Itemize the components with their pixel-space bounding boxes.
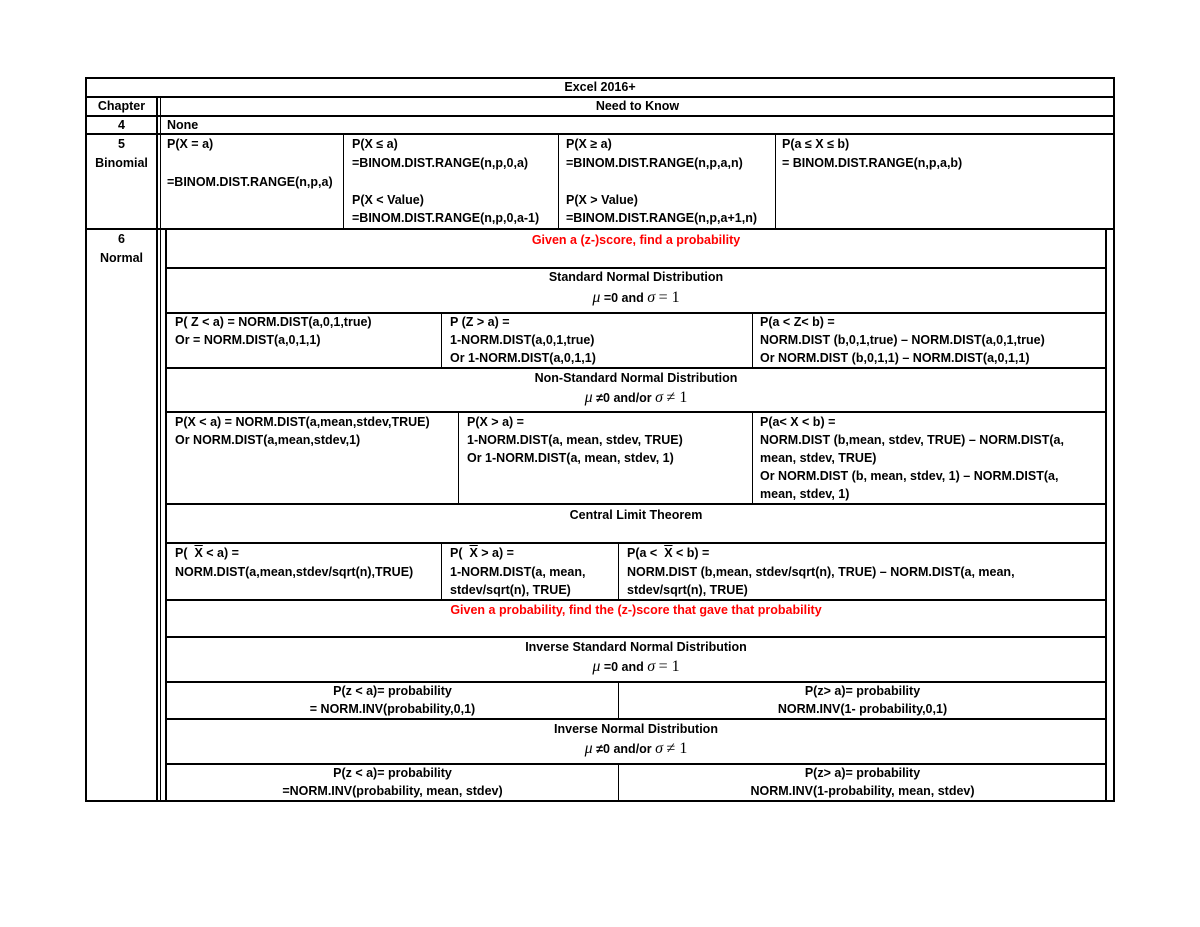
inverse-normal-title: Inverse Normal Distribution: [554, 722, 718, 736]
nonstd-column-divider: [752, 411, 753, 503]
table-bottom-border: [85, 800, 1115, 802]
clt-column-divider: [618, 542, 619, 599]
inv-lt-line1: P(z < a)= probability: [333, 766, 452, 780]
mu-symbol: μ: [584, 389, 593, 406]
chapter-4-content: None: [167, 118, 199, 132]
inv-lt-line2: =NORM.INV(probability, mean, stdev): [282, 784, 503, 798]
row-divider: [85, 115, 1115, 117]
binom-eq-prob: P(X = a): [167, 137, 214, 151]
binomial-column-divider: [775, 133, 776, 228]
binom-ge-prob: P(X ≥ a): [566, 137, 612, 151]
binom-between-formula: = BINOM.DIST.RANGE(n,p,a,b): [782, 156, 963, 170]
inverse-standard-params: μ =0 and σ = 1: [592, 658, 680, 675]
table-title: Excel 2016+: [564, 80, 636, 94]
clt-between-line1: $P(a < \overline{X} < b)$ =: [627, 546, 710, 560]
binomial-column-divider: [343, 133, 344, 228]
chapter-column-divider: [160, 96, 161, 802]
row-divider: [85, 228, 1115, 230]
x-bar: $\overline{X}$: [469, 546, 478, 560]
std-lt-line2: Or = NORM.DIST(a,0,1,1): [175, 333, 321, 347]
inv-column-divider: [618, 763, 619, 802]
nonstd-between-line5: mean, stdev, 1): [760, 487, 850, 501]
std-gt-line2: 1-NORM.DIST(a,0,1,true): [450, 333, 595, 347]
nonstd-column-divider: [458, 411, 459, 503]
clt-column-divider: [441, 542, 442, 599]
mu-symbol: μ: [592, 289, 601, 306]
chapter-5-name: Binomial: [95, 156, 148, 170]
chapter-6-name: Normal: [99, 251, 144, 265]
inv-std-column-divider: [618, 681, 619, 718]
nonstandard-normal-title: Non-Standard Normal Distribution: [534, 371, 738, 385]
table-left-border: [85, 77, 87, 802]
nonstd-between-line1: P(a< X < b) =: [760, 415, 836, 429]
sigma-symbol: σ: [655, 389, 664, 406]
std-gt-line1: P (Z > a) =: [450, 315, 510, 329]
chapter-header: Chapter: [97, 99, 146, 113]
binom-le-prob: P(X ≤ a): [352, 137, 398, 151]
chapter-6-number: 6: [118, 232, 125, 246]
chapter-column-divider: [156, 96, 158, 802]
std-lt-line1: P( Z < a) = NORM.DIST(a,0,1,true): [175, 315, 372, 329]
std-column-divider: [441, 312, 442, 367]
binom-eq-formula: =BINOM.DIST.RANGE(n,p,a): [167, 175, 333, 189]
clt-gt-line1: P( $\overline{X} > a$) =: [450, 546, 514, 560]
table-right-border: [1113, 77, 1115, 802]
given-probability-heading: Given a probability, find the (z-)score that gave that probability: [450, 603, 822, 617]
x-bar: $\overline{X}$: [664, 546, 673, 560]
nonstd-gt-line2: 1-NORM.DIST(a, mean, stdev, TRUE): [467, 433, 683, 447]
binomial-column-divider: [558, 133, 559, 228]
binom-lt-formula: =BINOM.DIST.RANGE(n,p,0,a-1): [352, 211, 540, 225]
std-gt-line3: Or 1-NORM.DIST(a,0,1,1): [450, 351, 596, 365]
inv-std-gt-line2: NORM.INV(1- probability,0,1): [777, 702, 948, 716]
clt-gt-line3: stdev/sqrt(n), TRUE): [450, 583, 571, 597]
mu-symbol: μ: [592, 658, 601, 675]
inverse-normal-params: μ ≠0 and/or σ ≠ 1: [584, 740, 688, 757]
std-column-divider: [752, 312, 753, 367]
need-to-know-header: Need to Know: [595, 99, 680, 113]
standard-normal-title: Standard Normal Distribution: [548, 270, 724, 284]
inv-std-lt-line1: P(z < a)= probability: [333, 684, 452, 698]
inverse-standard-title: Inverse Standard Normal Distribution: [525, 640, 747, 654]
clt-lt-line1: P( $\overline{X} < a$) =: [175, 546, 239, 560]
binom-ge-formula: =BINOM.DIST.RANGE(n,p,a,n): [566, 156, 743, 170]
chapter-4-number: 4: [118, 118, 125, 132]
binom-between-prob: P(a ≤ X ≤ b): [782, 137, 850, 151]
sigma-symbol: σ: [655, 740, 664, 757]
nonstd-between-line3: mean, stdev, TRUE): [760, 451, 877, 465]
inv-gt-line2: NORM.INV(1-probability, mean, stdev): [750, 784, 975, 798]
clt-lt-line2: NORM.DIST(a,mean,stdev/sqrt(n),TRUE): [175, 565, 414, 579]
sigma-symbol: σ: [647, 289, 656, 306]
binom-lt-prob: P(X < Value): [352, 193, 424, 207]
nonstd-between-line2: NORM.DIST (b,mean, stdev, TRUE) – NORM.DIST(a,: [760, 433, 1064, 447]
std-between-line2: NORM.DIST (b,0,1,true) – NORM.DIST(a,0,1,true): [760, 333, 1045, 347]
clt-gt-line2: 1-NORM.DIST(a, mean,: [450, 565, 586, 579]
chapter-5-number: 5: [118, 137, 125, 151]
std-between-line1: P(a < Z< b) =: [760, 315, 835, 329]
inv-std-lt-line2: = NORM.INV(probability,0,1): [309, 702, 476, 716]
binom-gt-prob: P(X > Value): [566, 193, 638, 207]
standard-normal-params: μ =0 and σ = 1: [592, 289, 680, 306]
x-bar: $\overline{X}$: [194, 546, 203, 560]
row-divider: [165, 503, 1107, 505]
inv-gt-line1: P(z> a)= probability: [804, 766, 921, 780]
nonstd-lt-line2: Or NORM.DIST(a,mean,stdev,1): [175, 433, 361, 447]
std-between-line3: Or NORM.DIST (b,0,1,1) – NORM.DIST(a,0,1,1): [760, 351, 1030, 365]
nonstd-gt-line1: P(X > a) =: [467, 415, 524, 429]
nonstd-gt-line3: Or 1-NORM.DIST(a, mean, stdev, 1): [467, 451, 674, 465]
clt-between-line2: NORM.DIST (b,mean, stdev/sqrt(n), TRUE) – NORM.DIST(a, mean,: [627, 565, 1015, 579]
nonstandard-normal-params: μ ≠0 and/or σ ≠ 1: [584, 389, 688, 406]
binom-gt-formula: =BINOM.DIST.RANGE(n,p,a+1,n): [566, 211, 757, 225]
clt-title: Central Limit Theorem: [569, 508, 703, 522]
clt-between-line3: stdev/sqrt(n), TRUE): [627, 583, 748, 597]
normal-inner-right: [1105, 230, 1107, 802]
inv-std-gt-line1: P(z> a)= probability: [804, 684, 921, 698]
given-z-heading: Given a (z-)score, find a probability: [531, 233, 741, 247]
binom-le-formula: =BINOM.DIST.RANGE(n,p,0,a): [352, 156, 529, 170]
nonstd-between-line4: Or NORM.DIST (b, mean, stdev, 1) – NORM.DIST(a,: [760, 469, 1059, 483]
sigma-symbol: σ: [647, 658, 656, 675]
nonstd-lt-line1: P(X < a) = NORM.DIST(a,mean,stdev,TRUE): [175, 415, 430, 429]
mu-symbol: μ: [584, 740, 593, 757]
